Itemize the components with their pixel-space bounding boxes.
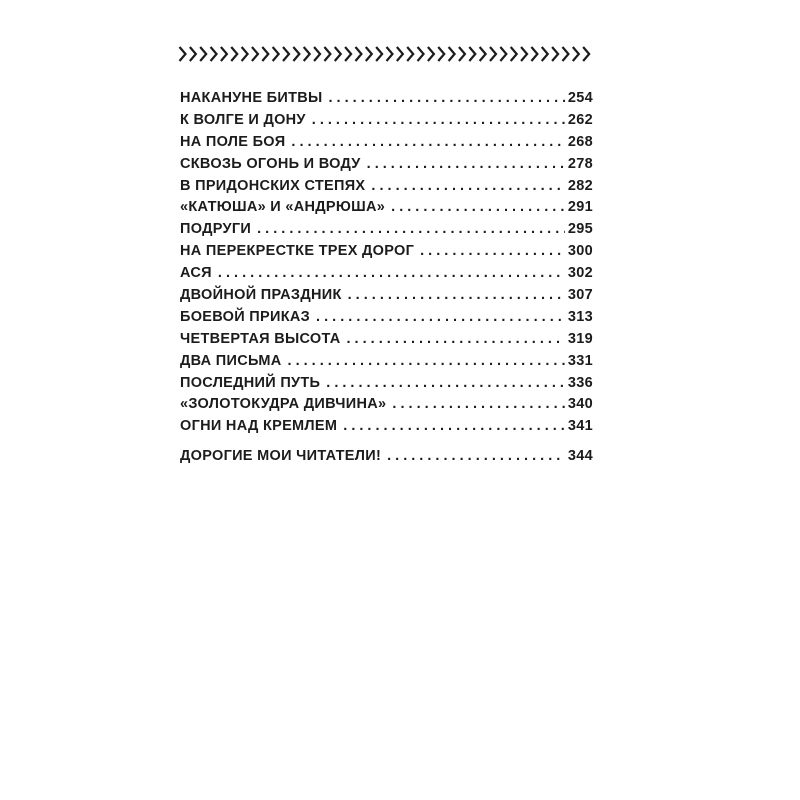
toc-entry bbox=[180, 351, 593, 373]
chevron-mark bbox=[407, 47, 413, 61]
toc-entry bbox=[180, 219, 593, 241]
toc-entry-title: БОЕВОЙ ПРИКАЗ bbox=[180, 308, 311, 325]
chevron-mark bbox=[573, 47, 579, 61]
dot-leader bbox=[291, 132, 564, 154]
toc-entry bbox=[180, 154, 593, 176]
chevron-mark bbox=[314, 47, 320, 61]
chevron-mark bbox=[200, 47, 206, 61]
toc-entry bbox=[180, 132, 593, 154]
toc-entry-page: 313 bbox=[567, 308, 593, 325]
toc-entry-title: АСЯ bbox=[180, 265, 212, 282]
dot-leader bbox=[391, 197, 565, 219]
toc-entry-afterword bbox=[180, 446, 593, 468]
toc-entry-page: 295 bbox=[567, 221, 593, 238]
chevron-mark bbox=[355, 47, 361, 61]
toc-entry-page: 300 bbox=[567, 243, 593, 260]
toc-entry bbox=[180, 329, 593, 351]
chevron-mark bbox=[490, 47, 496, 61]
toc-entry-page: 268 bbox=[567, 133, 593, 150]
toc-entry bbox=[180, 88, 593, 110]
chevron-mark bbox=[376, 47, 382, 61]
dot-leader bbox=[387, 446, 565, 468]
toc-entry bbox=[180, 110, 593, 132]
toc-entry bbox=[180, 416, 593, 438]
chevron-mark bbox=[500, 47, 506, 61]
toc-entry-title: К ВОЛГЕ И ДОНУ bbox=[180, 111, 306, 128]
toc-entry-page: 344 bbox=[567, 448, 593, 465]
toc-entry-page: 291 bbox=[567, 199, 593, 216]
dot-leader bbox=[392, 394, 564, 416]
dot-leader bbox=[288, 351, 565, 373]
dot-leader bbox=[326, 373, 565, 395]
dot-leader bbox=[348, 285, 565, 307]
toc-entry-page: 331 bbox=[567, 352, 593, 369]
chevron-mark bbox=[262, 47, 268, 61]
toc-entry-page: 282 bbox=[567, 177, 593, 194]
toc-entry-title: НА ПОЛЕ БОЯ bbox=[180, 133, 286, 150]
chevron-mark bbox=[211, 47, 217, 61]
chevron-mark bbox=[180, 47, 186, 61]
chevron-mark bbox=[511, 47, 517, 61]
toc-entry bbox=[180, 373, 593, 395]
chevron-mark bbox=[418, 47, 424, 61]
toc-entry-page: 340 bbox=[567, 396, 593, 413]
toc-entry bbox=[180, 263, 593, 285]
toc-entry-title: СКВОЗЬ ОГОНЬ И ВОДУ bbox=[180, 155, 361, 172]
chevron-mark bbox=[428, 47, 434, 61]
toc-entry-page: 341 bbox=[567, 418, 593, 435]
toc-entry bbox=[180, 176, 593, 198]
dot-leader bbox=[329, 88, 565, 110]
dot-leader bbox=[218, 263, 565, 285]
toc-entry bbox=[180, 394, 593, 416]
toc-entry-title: «ЗОЛОТОКУДРА ДИВЧИНА» bbox=[180, 396, 387, 413]
toc-entry-title: ДВА ПИСЬМА bbox=[180, 352, 282, 369]
chevron-mark bbox=[366, 47, 372, 61]
chevron-mark bbox=[521, 47, 527, 61]
toc-entry bbox=[180, 285, 593, 307]
dot-leader bbox=[343, 416, 565, 438]
toc-entry-title: НА ПЕРЕКРЕСТКЕ ТРЕХ ДОРОГ bbox=[180, 243, 415, 260]
chevron-mark bbox=[542, 47, 548, 61]
toc-entry-page: 278 bbox=[567, 155, 593, 172]
toc-entry-page: 336 bbox=[567, 374, 593, 391]
toc-entry-page: 302 bbox=[567, 265, 593, 282]
dot-leader bbox=[371, 176, 565, 198]
toc-entry bbox=[180, 197, 593, 219]
chevron-mark bbox=[335, 47, 341, 61]
chevron-mark bbox=[480, 47, 486, 61]
toc-entry-title: ЧЕТВЕРТАЯ ВЫСОТА bbox=[180, 330, 341, 347]
table-of-contents bbox=[180, 88, 593, 468]
chevron-mark bbox=[231, 47, 237, 61]
toc-entry-title: ДВОЙНОЙ ПРАЗДНИК bbox=[180, 287, 342, 304]
toc-entry-page: 319 bbox=[567, 330, 593, 347]
dot-leader bbox=[420, 241, 565, 263]
chevron-mark bbox=[190, 47, 196, 61]
toc-entry-page: 307 bbox=[567, 287, 593, 304]
toc-entry-title: НАКАНУНЕ БИТВЫ bbox=[180, 90, 323, 106]
toc-entry-title: В ПРИДОНСКИХ СТЕПЯХ bbox=[180, 177, 366, 194]
toc-entry-title: ДОРОГИЕ МОИ ЧИТАТЕЛИ! bbox=[180, 448, 382, 465]
dot-leader bbox=[312, 110, 565, 132]
toc-entry-title: ПОДРУГИ bbox=[180, 221, 252, 238]
toc-entry-page: 254 bbox=[567, 90, 593, 106]
chevron-mark bbox=[583, 47, 589, 61]
dot-leader bbox=[316, 307, 565, 329]
chevron-mark bbox=[397, 47, 403, 61]
toc-entry bbox=[180, 307, 593, 329]
chevron-mark bbox=[221, 47, 227, 61]
toc-entry bbox=[180, 241, 593, 263]
chevron-mark bbox=[242, 47, 248, 61]
chevron-mark bbox=[459, 47, 465, 61]
chevron-mark bbox=[283, 47, 289, 61]
chevron-mark bbox=[562, 47, 568, 61]
chevron-mark bbox=[345, 47, 351, 61]
chevron-mark bbox=[449, 47, 455, 61]
chevron-mark bbox=[438, 47, 444, 61]
chevron-mark bbox=[324, 47, 330, 61]
chevron-mark bbox=[304, 47, 310, 61]
toc-entry-title: ПОСЛЕДНИЙ ПУТЬ bbox=[180, 374, 321, 391]
toc-entry-title: «КАТЮША» И «АНДРЮША» bbox=[180, 199, 386, 216]
chevron-mark bbox=[293, 47, 299, 61]
chevron-mark bbox=[469, 47, 475, 61]
chevron-ornament-border bbox=[178, 45, 592, 63]
chevron-mark bbox=[552, 47, 558, 61]
toc-entry-page: 262 bbox=[567, 111, 593, 128]
chevron-mark bbox=[252, 47, 258, 61]
dot-leader bbox=[257, 219, 565, 241]
dot-leader bbox=[346, 329, 564, 351]
dot-leader bbox=[367, 154, 565, 176]
toc-entry-title: ОГНИ НАД КРЕМЛЕМ bbox=[180, 418, 338, 435]
chevron-mark bbox=[273, 47, 279, 61]
chevron-mark bbox=[387, 47, 393, 61]
chevron-mark bbox=[531, 47, 537, 61]
